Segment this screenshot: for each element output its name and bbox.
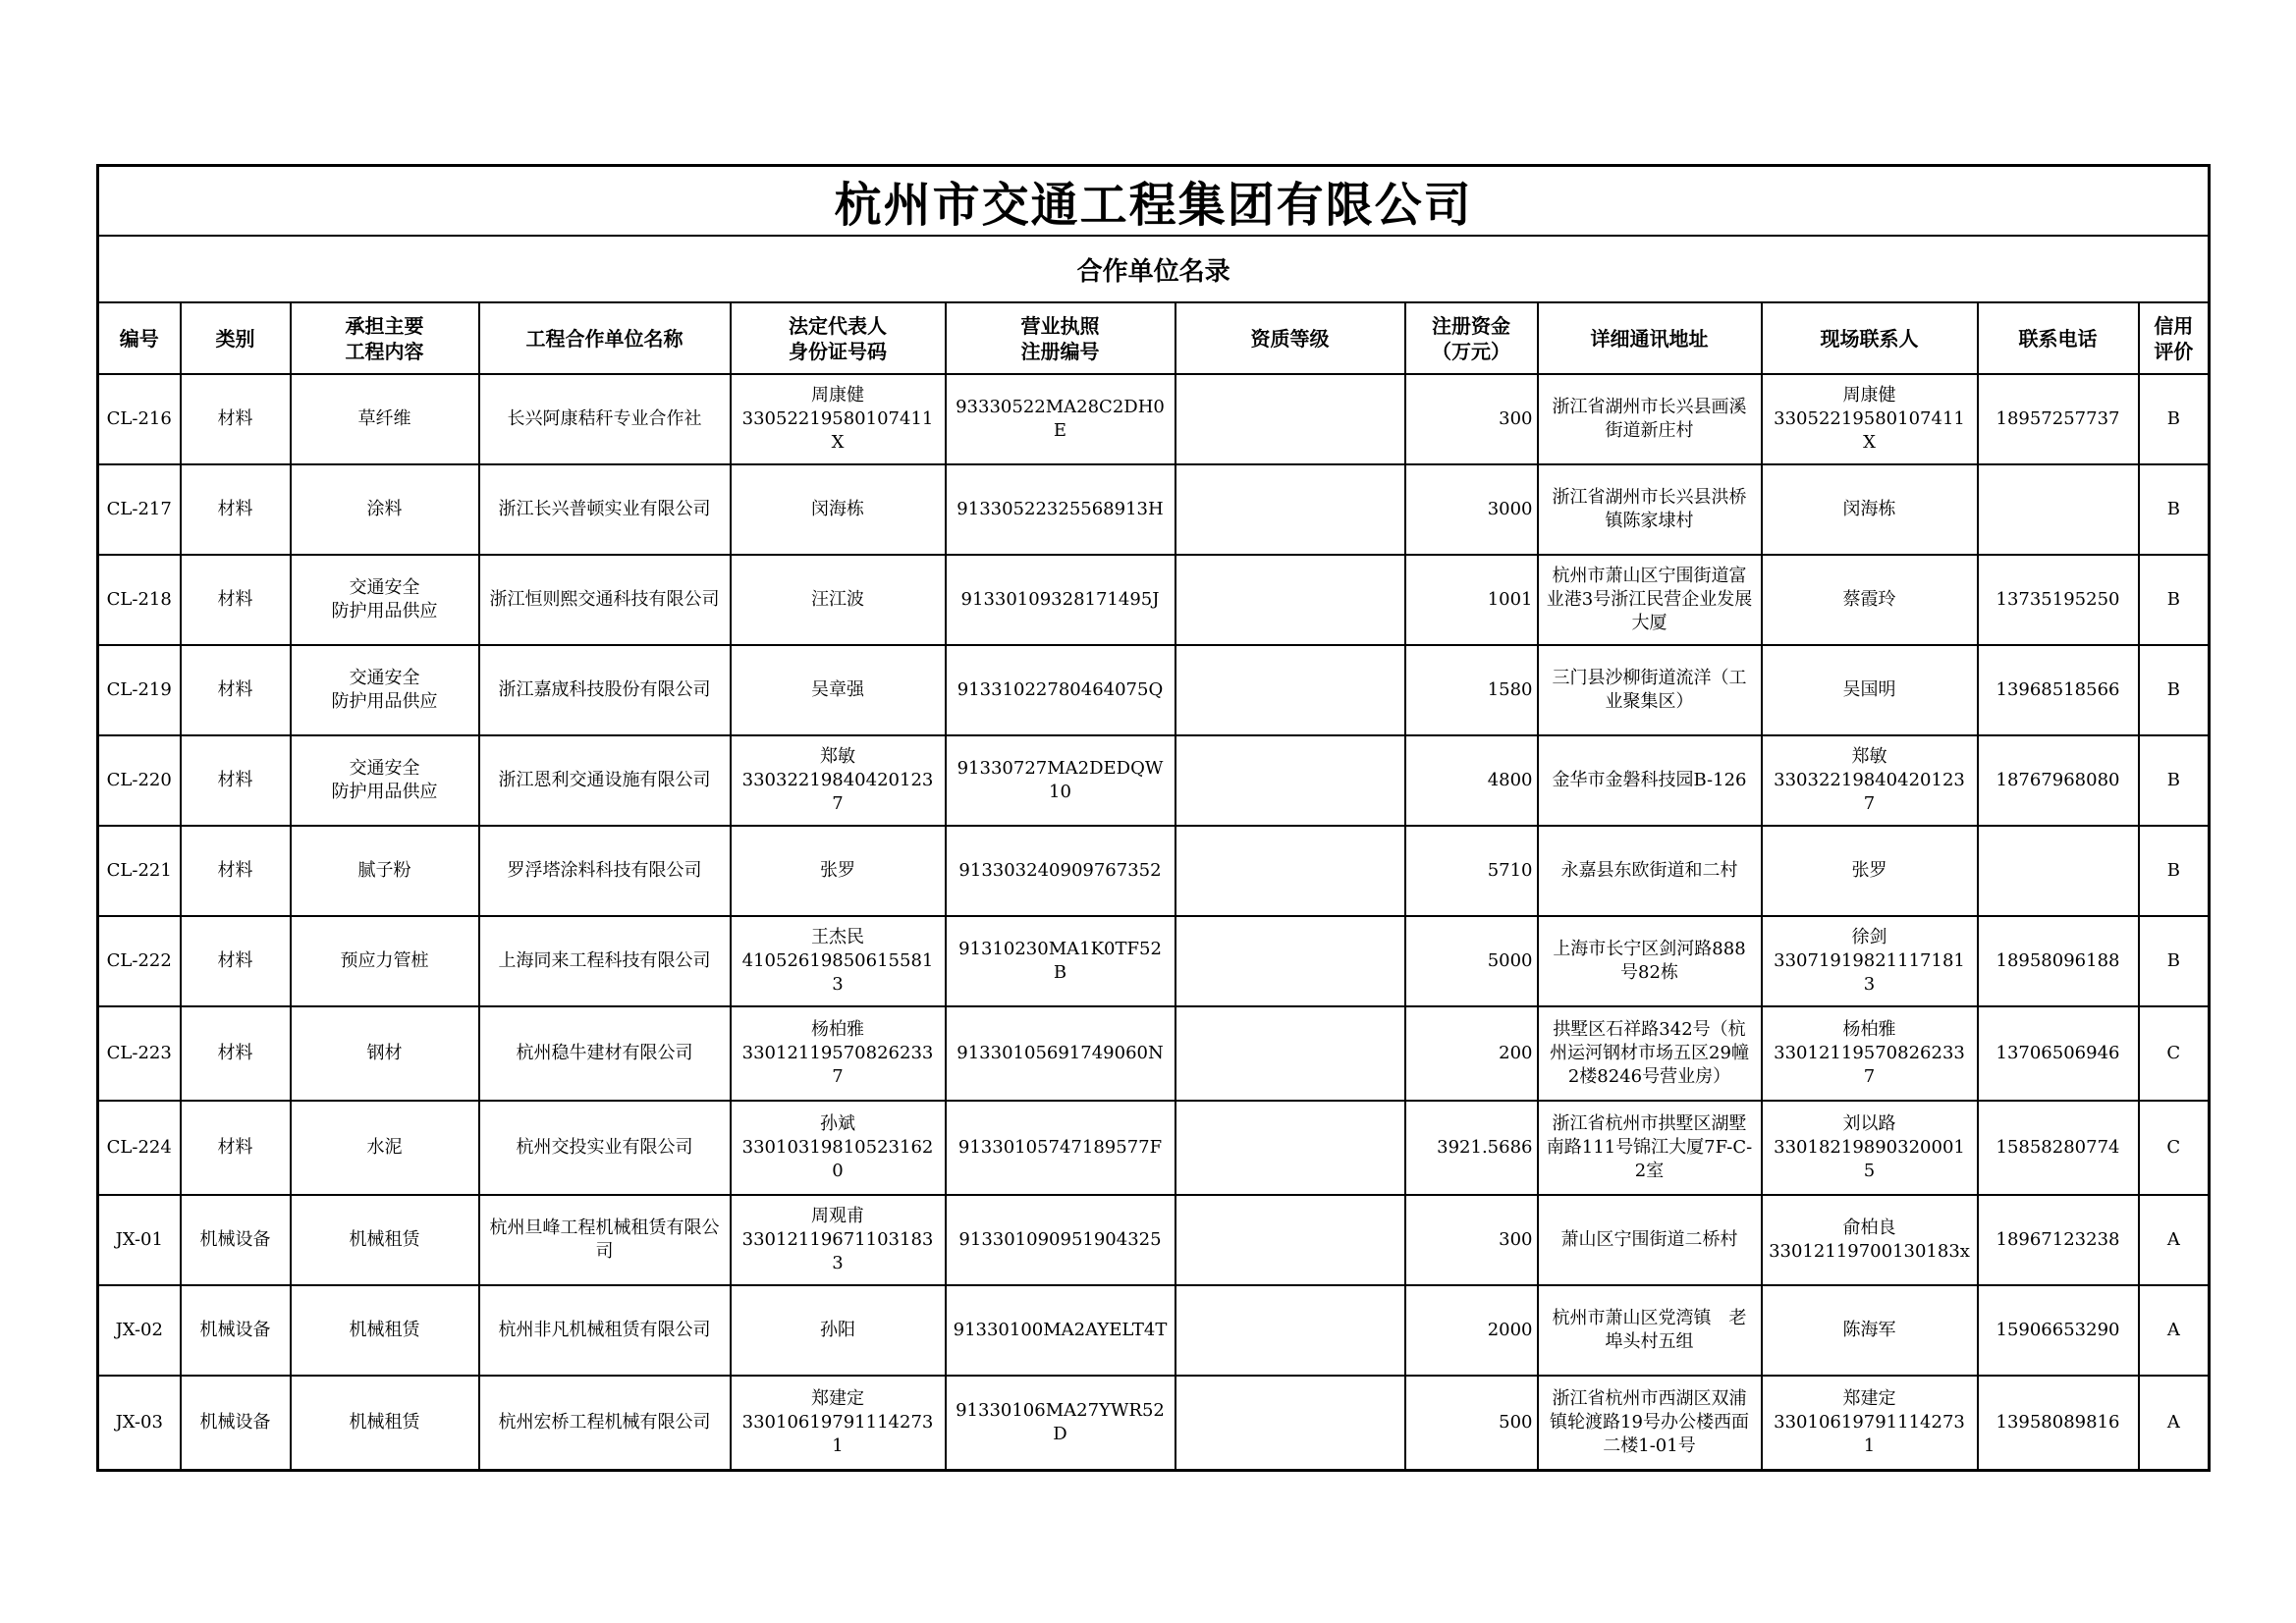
cell-id: CL-219 [98,645,181,735]
cell-phone: 18767968080 [1978,735,2139,826]
document-title: 杭州市交通工程集团有限公司 [98,166,2210,237]
table-row [98,1101,2210,1195]
cell-qualification [1175,1285,1405,1376]
cell-contact: 陈海军 [1762,1285,1978,1376]
cell-contact: 闵海栋 [1762,464,1978,555]
cell-company: 杭州稳牛建材有限公司 [479,1006,731,1101]
cell-capital: 3000 [1405,464,1538,555]
cell-license: 91330100MA2AYELT4T [946,1285,1175,1376]
cell-license: 93330522MA28C2DH0E [946,374,1175,464]
cell-capital: 3921.5686 [1405,1101,1538,1195]
table-body [98,166,2210,1471]
cell-id: CL-220 [98,735,181,826]
cell-rating: B [2139,826,2210,916]
cell-license: 91330106MA27YWR52D [946,1376,1175,1471]
cell-rating: C [2139,1006,2210,1101]
cell-qualification [1175,826,1405,916]
cell-rating: B [2139,916,2210,1006]
cell-category: 材料 [181,826,291,916]
cell-address: 永嘉县东欧街道和二村 [1538,826,1762,916]
cell-id: CL-218 [98,555,181,645]
column-header-company: 工程合作单位名称 [479,302,731,374]
cell-qualification [1175,374,1405,464]
cell-contact: 蔡霞玲 [1762,555,1978,645]
cell-rating: B [2139,645,2210,735]
cell-qualification [1175,645,1405,735]
cell-category: 材料 [181,1101,291,1195]
cell-rating: C [2139,1101,2210,1195]
cell-contact: 张罗 [1762,826,1978,916]
cell-license: 913303240909767352 [946,826,1175,916]
cell-company: 浙江长兴普顿实业有限公司 [479,464,731,555]
cell-work: 腻子粉 [291,826,479,916]
cell-address: 萧山区宁围街道二桥村 [1538,1195,1762,1285]
cell-category: 材料 [181,1006,291,1101]
cell-license: 91310230MA1K0TF52B [946,916,1175,1006]
table-row [98,374,2210,464]
table-row [98,645,2210,735]
cell-license: 913301090951904325 [946,1195,1175,1285]
cell-legal-rep: 周观甫 330121196711031833 [731,1195,946,1285]
cell-phone: 18967123238 [1978,1195,2139,1285]
cell-legal-rep: 孙阳 [731,1285,946,1376]
cell-id: JX-03 [98,1376,181,1471]
cell-contact: 刘以路 330182198903200015 [1762,1101,1978,1195]
cell-rating: B [2139,555,2210,645]
table-row [98,735,2210,826]
cell-company: 杭州旦峰工程机械租赁有限公司 [479,1195,731,1285]
cell-rating: A [2139,1376,2210,1471]
cell-address: 浙江省湖州市长兴县洪桥镇陈家埭村 [1538,464,1762,555]
column-header-rating: 信用 评价 [2139,302,2210,374]
cell-phone: 13735195250 [1978,555,2139,645]
cell-capital: 300 [1405,1195,1538,1285]
cell-id: CL-223 [98,1006,181,1101]
cell-license: 91330105747189577F [946,1101,1175,1195]
cell-company: 杭州非凡机械租赁有限公司 [479,1285,731,1376]
cell-capital: 2000 [1405,1285,1538,1376]
cell-address: 杭州市萧山区宁围街道富业港3号浙江民营企业发展大厦 [1538,555,1762,645]
table-row [98,1006,2210,1101]
cell-address: 拱墅区石祥路342号（杭州运河钢材市场五区29幢2楼8246号营业房） [1538,1006,1762,1101]
cell-category: 材料 [181,374,291,464]
column-header-category: 类别 [181,302,291,374]
cell-legal-rep: 王杰民 410526198506155813 [731,916,946,1006]
cell-capital: 300 [1405,374,1538,464]
cell-category: 材料 [181,464,291,555]
column-header-work: 承担主要 工程内容 [291,302,479,374]
cell-contact: 吴国明 [1762,645,1978,735]
cell-address: 上海市长宁区剑河路888号82栋 [1538,916,1762,1006]
cell-category: 机械设备 [181,1285,291,1376]
cell-capital: 4800 [1405,735,1538,826]
cell-category: 材料 [181,916,291,1006]
column-header-contact: 现场联系人 [1762,302,1978,374]
cell-company: 浙江恩利交通设施有限公司 [479,735,731,826]
cell-work: 机械租赁 [291,1195,479,1285]
header-row [98,302,2210,374]
cell-capital: 1580 [1405,645,1538,735]
cell-id: CL-221 [98,826,181,916]
cell-address: 浙江省湖州市长兴县画溪街道新庄村 [1538,374,1762,464]
table-row [98,464,2210,555]
table-row [98,916,2210,1006]
cell-license: 91330727MA2DEDQW10 [946,735,1175,826]
cell-rating: A [2139,1285,2210,1376]
column-header-license: 营业执照 注册编号 [946,302,1175,374]
column-header-qualification: 资质等级 [1175,302,1405,374]
cell-phone: 13958089816 [1978,1376,2139,1471]
cell-company: 浙江嘉宬科技股份有限公司 [479,645,731,735]
table-row [98,1285,2210,1376]
cell-capital: 200 [1405,1006,1538,1101]
cell-work: 交通安全 防护用品供应 [291,555,479,645]
cell-company: 杭州宏桥工程机械有限公司 [479,1376,731,1471]
cell-phone: 15858280774 [1978,1101,2139,1195]
cell-phone: 18957257737 [1978,374,2139,464]
partner-directory-table [96,164,2211,1472]
cell-rating: B [2139,374,2210,464]
cell-capital: 5710 [1405,826,1538,916]
cell-capital: 500 [1405,1376,1538,1471]
cell-license: 91330105691749060N [946,1006,1175,1101]
cell-rating: B [2139,735,2210,826]
title-row [98,166,2210,237]
cell-work: 钢材 [291,1006,479,1101]
cell-work: 水泥 [291,1101,479,1195]
subtitle-row [98,236,2210,302]
cell-legal-rep: 郑建定 330106197911142731 [731,1376,946,1471]
cell-id: CL-224 [98,1101,181,1195]
cell-work: 涂料 [291,464,479,555]
cell-address: 金华市金磐科技园B-126 [1538,735,1762,826]
column-header-legal-rep: 法定代表人 身份证号码 [731,302,946,374]
cell-legal-rep: 郑敏 330322198404201237 [731,735,946,826]
cell-contact: 俞柏良 33012119700130183x [1762,1195,1978,1285]
cell-phone [1978,826,2139,916]
cell-work: 预应力管桩 [291,916,479,1006]
table-row [98,1195,2210,1285]
cell-id: CL-222 [98,916,181,1006]
document-subtitle: 合作单位名录 [98,236,2210,302]
cell-company: 上海同来工程科技有限公司 [479,916,731,1006]
cell-legal-rep: 汪江波 [731,555,946,645]
cell-work: 机械租赁 [291,1376,479,1471]
column-header-capital: 注册资金 （万元） [1405,302,1538,374]
cell-license: 91331022780464075Q [946,645,1175,735]
cell-work: 交通安全 防护用品供应 [291,645,479,735]
cell-address: 杭州市萧山区党湾镇 老埠头村五组 [1538,1285,1762,1376]
cell-company: 杭州交投实业有限公司 [479,1101,731,1195]
cell-category: 材料 [181,735,291,826]
cell-company: 罗浮塔涂料科技有限公司 [479,826,731,916]
cell-rating: B [2139,464,2210,555]
cell-qualification [1175,1376,1405,1471]
cell-contact: 徐剑 330719198211171813 [1762,916,1978,1006]
cell-phone [1978,464,2139,555]
cell-legal-rep: 周康健 33052219580107411X [731,374,946,464]
cell-category: 机械设备 [181,1376,291,1471]
cell-category: 机械设备 [181,1195,291,1285]
cell-address: 浙江省杭州市拱墅区湖墅南路111号锦江大厦7F-C-2室 [1538,1101,1762,1195]
column-header-id: 编号 [98,302,181,374]
table-row [98,826,2210,916]
cell-capital: 5000 [1405,916,1538,1006]
table-row [98,1376,2210,1471]
cell-phone: 15906653290 [1978,1285,2139,1376]
cell-license: 91330109328171495J [946,555,1175,645]
cell-license: 91330522325568913H [946,464,1175,555]
cell-company: 浙江恒则熙交通科技有限公司 [479,555,731,645]
cell-work: 草纤维 [291,374,479,464]
cell-qualification [1175,735,1405,826]
column-header-address: 详细通讯地址 [1538,302,1762,374]
cell-work: 交通安全 防护用品供应 [291,735,479,826]
cell-legal-rep: 孙斌 330103198105231620 [731,1101,946,1195]
cell-work: 机械租赁 [291,1285,479,1376]
cell-phone: 13968518566 [1978,645,2139,735]
cell-qualification [1175,555,1405,645]
table-row [98,555,2210,645]
cell-legal-rep: 闵海栋 [731,464,946,555]
cell-id: JX-02 [98,1285,181,1376]
cell-qualification [1175,1006,1405,1101]
cell-contact: 杨柏雅 330121195708262337 [1762,1006,1978,1101]
cell-rating: A [2139,1195,2210,1285]
cell-legal-rep: 吴章强 [731,645,946,735]
cell-category: 材料 [181,555,291,645]
cell-address: 浙江省杭州市西湖区双浦镇轮渡路19号办公楼西面二楼1-01号 [1538,1376,1762,1471]
cell-category: 材料 [181,645,291,735]
cell-contact: 郑建定 330106197911142731 [1762,1376,1978,1471]
cell-contact: 周康健 33052219580107411X [1762,374,1978,464]
cell-id: JX-01 [98,1195,181,1285]
cell-phone: 13706506946 [1978,1006,2139,1101]
cell-id: CL-216 [98,374,181,464]
cell-contact: 郑敏 330322198404201237 [1762,735,1978,826]
cell-qualification [1175,1195,1405,1285]
cell-legal-rep: 张罗 [731,826,946,916]
cell-company: 长兴阿康秸秆专业合作社 [479,374,731,464]
cell-capital: 1001 [1405,555,1538,645]
cell-id: CL-217 [98,464,181,555]
column-header-phone: 联系电话 [1978,302,2139,374]
cell-qualification [1175,464,1405,555]
cell-phone: 18958096188 [1978,916,2139,1006]
cell-legal-rep: 杨柏雅 330121195708262337 [731,1006,946,1101]
cell-qualification [1175,1101,1405,1195]
cell-address: 三门县沙柳街道流洋（工业聚集区） [1538,645,1762,735]
cell-qualification [1175,916,1405,1006]
